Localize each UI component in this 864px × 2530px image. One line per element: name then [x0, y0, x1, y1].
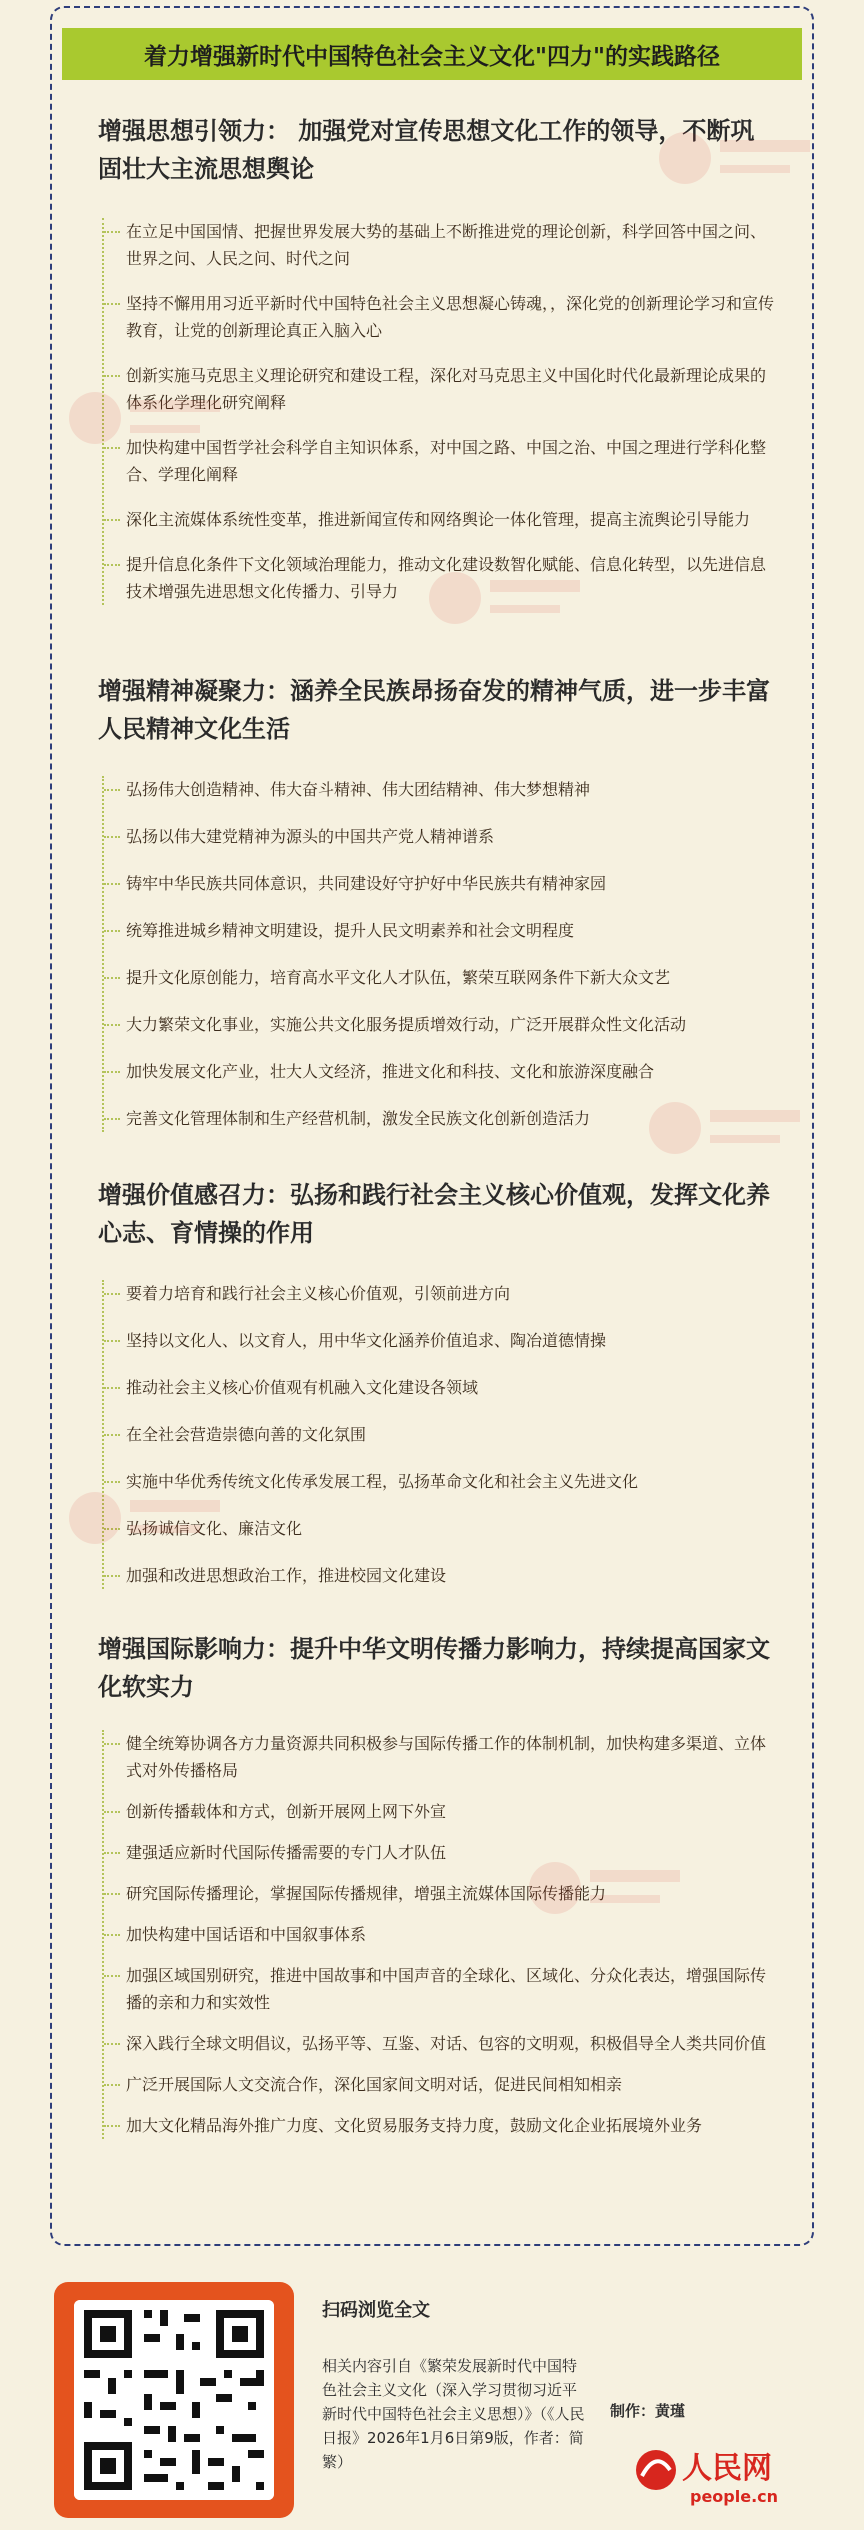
list-item: 要着力培育和践行社会主义核心价值观，引领前进方向	[104, 1280, 778, 1307]
section-thought-leadership	[98, 112, 778, 605]
list-item: 铸牢中华民族共同体意识，共同建设好守护好中华民族共有精神家园	[104, 870, 778, 897]
list-item: 在全社会营造崇德向善的文化氛围	[104, 1421, 778, 1448]
list-item: 弘扬伟大创造精神、伟大奋斗精神、伟大团结精神、伟大梦想精神	[104, 776, 778, 803]
qr-code-icon[interactable]	[74, 2300, 274, 2500]
qr-code-frame[interactable]	[54, 2282, 294, 2518]
section-value-appeal	[98, 1176, 778, 1589]
list-item: 建强适应新时代国际传播需要的专门人才队伍	[104, 1839, 778, 1866]
author-credit: 制作：黄瑾	[610, 2402, 686, 2420]
list-item: 加快构建中国话语和中国叙事体系	[104, 1921, 778, 1948]
item-list	[102, 218, 778, 605]
list-item: 深入践行全球文明倡议，弘扬平等、互鉴、对话、包容的文明观，积极倡导全人类共同价值	[104, 2030, 778, 2057]
list-item: 推动社会主义核心价值观有机融入文化建设各领域	[104, 1374, 778, 1401]
list-item: 统筹推进城乡精神文明建设，提升人民文明素养和社会文明程度	[104, 917, 778, 944]
list-item: 深化主流媒体系统性变革，推进新闻宣传和网络舆论一体化管理，提高主流舆论引导能力	[104, 506, 778, 533]
list-item: 实施中华优秀传统文化传承发展工程，弘扬革命文化和社会主义先进文化	[104, 1468, 778, 1495]
list-item: 研究国际传播理论，掌握国际传播规律，增强主流媒体国际传播能力	[104, 1880, 778, 1907]
list-item: 广泛开展国际人文交流合作，深化国家间文明对话，促进民间相知相亲	[104, 2071, 778, 2098]
section-heading: 增强思想引领力： 加强党对宣传思想文化工作的领导，不断巩固壮大主流思想舆论	[98, 116, 755, 183]
list-item: 创新传播载体和方式，创新开展网上网下外宣	[104, 1798, 778, 1825]
list-item: 加快构建中国哲学社会科学自主知识体系，对中国之路、中国之治、中国之理进行学科化整合、学理化阐释	[104, 434, 778, 488]
list-item: 加强区域国别研究，推进中国故事和中国声音的全球化、区域化、分众化表达，增强国际传播的亲和力和实效性	[104, 1962, 778, 2016]
source-citation: 相关内容引自《繁荣发展新时代中国特色社会主义文化（深入学习贯彻习近平新时代中国特色社会主义思想）》（《人民日报》2026年1月6日第9版，作者：简繁）	[322, 2357, 585, 2471]
page-title-bar	[62, 28, 802, 80]
item-list	[102, 1280, 778, 1589]
list-item: 加强和改进思想政治工作，推进校园文化建设	[104, 1562, 778, 1589]
list-item: 大力繁荣文化事业，实施公共文化服务提质增效行动，广泛开展群众性文化活动	[104, 1011, 778, 1038]
logo-domain: people.cn	[690, 2487, 779, 2506]
list-item: 坚持不懈用用习近平新时代中国特色社会主义思想凝心铸魂，，深化党的创新理论学习和宣传教育，让党的创新理论真正入脑入心	[104, 290, 778, 344]
scan-label: 扫码浏览全文	[322, 2300, 430, 2321]
section-heading: 增强国际影响力：提升中华文明传播力影响力，持续提高国家文化软实力	[98, 1634, 770, 1701]
item-list	[102, 776, 778, 1132]
list-item: 在立足中国国情、把握世界发展大势的基础上不断推进党的理论创新，科学回答中国之问、世界之问、人民之问、时代之问	[104, 218, 778, 272]
item-list	[102, 1730, 778, 2139]
list-item: 弘扬以伟大建党精神为源头的中国共产党人精神谱系	[104, 823, 778, 850]
section-spirit-cohesion	[98, 672, 778, 1132]
list-item: 完善文化管理体制和生产经营机制，激发全民族文化创新创造活力	[104, 1105, 778, 1132]
list-item: 加快发展文化产业，壮大人文经济，推进文化和科技、文化和旅游深度融合	[104, 1058, 778, 1085]
page-title: 着力增强新时代中国特色社会主义文化"四力"的实践路径	[144, 43, 720, 70]
section-heading: 增强价值感召力：弘扬和践行社会主义核心价值观，发挥文化养心志、育情操的作用	[98, 1180, 770, 1247]
section-heading: 增强精神凝聚力：涵养全民族昂扬奋发的精神气质，进一步丰富人民精神文化生活	[98, 676, 770, 743]
people-logo-icon[interactable]	[630, 2440, 810, 2510]
section-international-influence	[98, 1630, 778, 2139]
list-item: 提升文化原创能力，培育高水平文化人才队伍，繁荣互联网条件下新大众文艺	[104, 964, 778, 991]
list-item: 坚持以文化人、以文育人，用中华文化涵养价值追求、陶冶道德情操	[104, 1327, 778, 1354]
list-item: 弘扬诚信文化、廉洁文化	[104, 1515, 778, 1542]
list-item: 加大文化精品海外推广力度、文化贸易服务支持力度，鼓励文化企业拓展境外业务	[104, 2112, 778, 2139]
list-item: 提升信息化条件下文化领域治理能力，推动文化建设数智化赋能、信息化转型，以先进信息技术增强先进思想文化传播力、引导力	[104, 551, 778, 605]
list-item: 创新实施马克思主义理论研究和建设工程，深化对马克思主义中国化时代化最新理论成果的体系化学理化研究阐释	[104, 362, 778, 416]
logo-text: 人民网	[682, 2451, 772, 2486]
list-item: 健全统筹协调各方力量资源共同积极参与国际传播工作的体制机制，加快构建多渠道、立体式对外传播格局	[104, 1730, 778, 1784]
